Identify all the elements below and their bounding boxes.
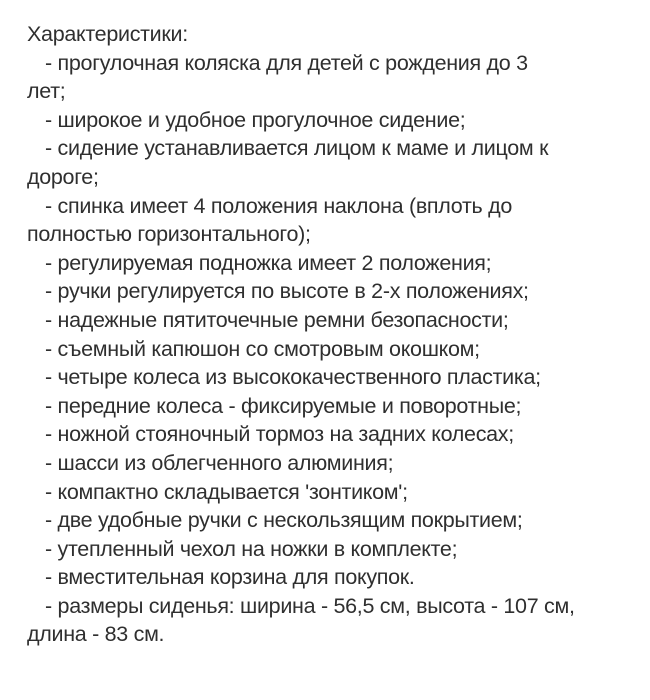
list-item — [27, 506, 637, 535]
list-item — [27, 563, 637, 592]
list-item — [27, 592, 637, 649]
list-item-continuation: лет; — [27, 79, 66, 104]
list-item — [27, 478, 637, 507]
characteristics-list — [27, 49, 637, 649]
list-item — [27, 306, 637, 335]
list-item-text: - четыре колеса из высококачественного пластика; — [45, 365, 541, 390]
list-item-text: - размеры сиденья: ширина - 56,5 см, высота - 107 см, — [45, 593, 575, 618]
list-item — [27, 449, 637, 478]
list-item — [27, 106, 637, 135]
list-item — [27, 363, 637, 392]
list-item-text: - надежные пятиточечные ремни безопасности; — [45, 307, 509, 332]
list-item — [27, 192, 637, 249]
list-item — [27, 335, 637, 364]
list-item-text: - широкое и удобное прогулочное сидение; — [45, 107, 466, 132]
list-item-continuation: дороге; — [27, 164, 99, 189]
list-item-text: - прогулочная коляска для детей с рождения до 3 — [45, 50, 528, 75]
list-item-text: - спинка имеет 4 положения наклона (вплоть до — [45, 193, 512, 218]
list-item-text: - компактно складывается 'зонтиком'; — [45, 479, 408, 504]
list-item-continuation: полностью горизонтального); — [27, 222, 311, 247]
list-item-text: - передние колеса - фиксируемые и поворотные; — [45, 393, 522, 418]
list-item — [27, 134, 637, 191]
list-item — [27, 535, 637, 564]
list-item — [27, 392, 637, 421]
characteristics-document — [27, 20, 637, 649]
list-item-text: - ручки регулируется по высоте в 2-х положениях; — [45, 279, 529, 304]
list-item-text: - регулируемая подножка имеет 2 положения; — [45, 250, 492, 275]
list-item-text: - утепленный чехол на ножки в комплекте; — [45, 536, 458, 561]
list-item-text: - вместительная корзина для покупок. — [45, 565, 415, 590]
list-item — [27, 49, 637, 106]
section-title: Характеристики: — [27, 22, 188, 46]
list-item-text: - ножной стояночный тормоз на задних колесах; — [45, 422, 514, 447]
list-item-text: - съемный капюшон со смотровым окошком; — [45, 336, 480, 361]
list-item — [27, 420, 637, 449]
list-item-text: - сидение устанавливается лицом к маме и лицом к — [45, 136, 549, 161]
list-item — [27, 249, 637, 278]
list-item-text: - шасси из облегченного алюминия; — [45, 450, 394, 475]
list-item-continuation: длина - 83 см. — [27, 622, 165, 647]
list-item — [27, 277, 637, 306]
list-item-text: - две удобные ручки с нескользящим покрытием; — [45, 508, 523, 533]
